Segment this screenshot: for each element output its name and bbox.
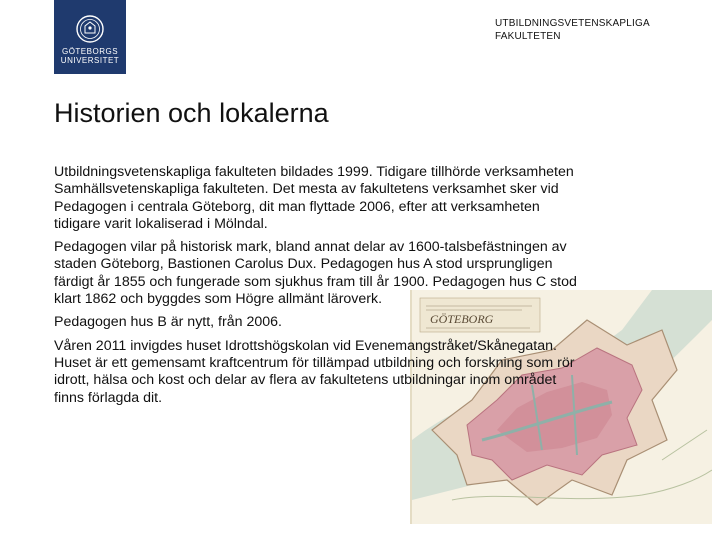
- logo-line-1: GÖTEBORGS: [61, 47, 119, 56]
- map-title: GÖTEBORG: [430, 312, 494, 326]
- paragraph-faculty-history: Utbildningsvetenskapliga fakulteten bildades 1999. Tidigare tillhörde verksamheten Samhällsvetenskapliga fakulteten. Det mesta av fakultetens verksamhet sker vid Pedagogen i centrala Göteborg, dit man flyttade 2006, efter att verksamheten tidigare varit lokaliserad i Mölndal.: [54, 164, 574, 232]
- slide-title: Historien och lokalerna: [54, 98, 329, 128]
- logo-line-2: UNIVERSITET: [60, 56, 120, 65]
- slide-body: [54, 164, 584, 413]
- university-logo: [54, 0, 126, 74]
- paragraph-house-b: Pedagogen hus B är nytt, från 2006.: [54, 314, 282, 331]
- faculty-name: UTBILDNINGSVETENSKAPLIGA FAKULTETEN: [495, 18, 650, 42]
- university-crest-icon: [75, 14, 105, 44]
- paragraph-idrottshogskolan: Våren 2011 invigdes huset Idrottshögskolan vid Evenemangstråket/Skånegatan. Huset är ett gemensamt kraftcentrum för tillämpad utbildning och forskning som rör idrott, hälsa och kost och delar av flera av fakultetens utbildningar inom området finns förlagda dit.: [54, 337, 575, 406]
- paragraph-pedagogen-history: Pedagogen vilar på historisk mark, bland annat delar av 1600-talsbefästningen av staden Göteborg, Bastionen Carolus Dux. Pedagogen hus A stod ursprungligen färdigt år 1855 och fungerade som sjukhus fram till år 1900. Pedagogen hus C stod klart 1862 och byggdes som Högre allmänt läroverk.: [54, 239, 577, 308]
